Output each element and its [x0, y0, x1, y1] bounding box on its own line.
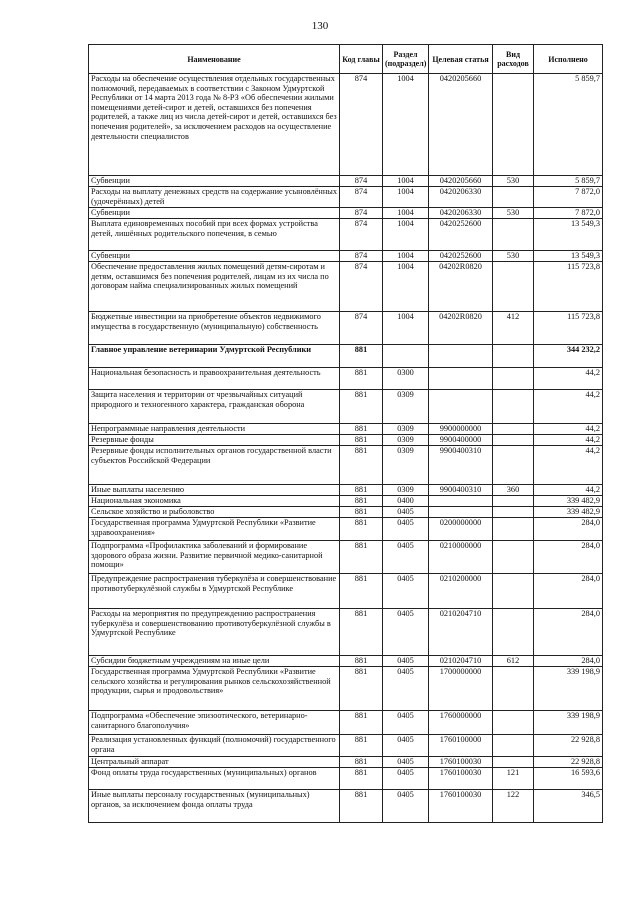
row-section: 0405	[383, 609, 429, 656]
row-target: 04202R0820	[429, 312, 493, 345]
row-section: 0405	[383, 518, 429, 541]
row-executed: 284,0	[534, 518, 603, 541]
header-type: Вид расходов	[493, 45, 534, 74]
row-target: 9900000000	[429, 424, 493, 435]
row-type	[493, 187, 534, 208]
table-row	[89, 768, 603, 790]
row-code: 881	[340, 609, 383, 656]
row-type	[493, 507, 534, 518]
row-code: 874	[340, 187, 383, 208]
row-name: Предупреждение распространения туберкулёза и совершенствование противотуберкулёзной службы в Удмуртской Республике	[89, 574, 340, 609]
row-section: 0405	[383, 757, 429, 768]
row-section: 0300	[383, 368, 429, 390]
row-type	[493, 446, 534, 485]
row-code: 881	[340, 424, 383, 435]
row-target: 0420252600	[429, 251, 493, 262]
row-executed: 13 549,3	[534, 219, 603, 251]
row-target: 0210000000	[429, 541, 493, 574]
row-name: Национальная безопасность и правоохранительная деятельность	[89, 368, 340, 390]
row-executed: 339 482,9	[534, 507, 603, 518]
row-name: Национальная экономика	[89, 496, 340, 507]
row-target: 1760000000	[429, 711, 493, 735]
row-name: Реализация установленных функций (полномочий) государственного органа	[89, 735, 340, 757]
row-name: Бюджетные инвестиции на приобретение объектов недвижимого имущества в государственную (муниципальную) собственность	[89, 312, 340, 345]
row-section: 0309	[383, 485, 429, 496]
row-section: 0309	[383, 424, 429, 435]
row-name: Субсидии бюджетным учреждениям на иные цели	[89, 656, 340, 667]
row-section: 1004	[383, 176, 429, 187]
row-target: 0420205660	[429, 176, 493, 187]
table-row	[89, 368, 603, 390]
row-code: 881	[340, 541, 383, 574]
row-target	[429, 496, 493, 507]
row-executed: 44,2	[534, 390, 603, 424]
row-type	[493, 368, 534, 390]
row-target: 04202R0820	[429, 262, 493, 312]
row-target	[429, 368, 493, 390]
row-target: 1760100030	[429, 790, 493, 823]
row-executed: 44,2	[534, 446, 603, 485]
row-executed: 5 859,7	[534, 74, 603, 176]
row-section: 0405	[383, 507, 429, 518]
row-executed: 339 198,9	[534, 667, 603, 711]
row-code: 874	[340, 208, 383, 219]
row-code: 881	[340, 368, 383, 390]
row-code: 881	[340, 435, 383, 446]
row-code: 881	[340, 485, 383, 496]
row-name: Резервные фонды исполнительных органов государственной власти субъектов Российской Федерации	[89, 446, 340, 485]
row-name: Расходы на мероприятия по предупреждению распространения туберкулёза и совершенствованию противотуберкулёзной службы в Удмуртской Республике	[89, 609, 340, 656]
row-executed: 284,0	[534, 574, 603, 609]
row-type: 530	[493, 176, 534, 187]
row-executed: 22 928,8	[534, 735, 603, 757]
table-row	[89, 219, 603, 251]
row-code: 881	[340, 768, 383, 790]
row-type	[493, 219, 534, 251]
row-type	[493, 262, 534, 312]
row-section: 1004	[383, 74, 429, 176]
table-row	[89, 485, 603, 496]
row-executed: 344 232,2	[534, 345, 603, 368]
table-row	[89, 711, 603, 735]
row-code: 881	[340, 496, 383, 507]
row-executed: 22 928,8	[534, 757, 603, 768]
row-name: Главное управление ветеринарии Удмуртской Республики	[89, 345, 340, 368]
row-target: 9900400000	[429, 435, 493, 446]
row-name: Государственная программа Удмуртской Республики «Развитие здравоохранения»	[89, 518, 340, 541]
row-target: 9900400310	[429, 446, 493, 485]
row-name: Непрограммные направления деятельности	[89, 424, 340, 435]
row-section: 0405	[383, 790, 429, 823]
row-code: 874	[340, 251, 383, 262]
row-code: 881	[340, 757, 383, 768]
row-target: 0420206330	[429, 187, 493, 208]
table-row	[89, 735, 603, 757]
row-target: 1760100030	[429, 757, 493, 768]
header-name: Наименование	[89, 45, 340, 74]
row-section: 1004	[383, 219, 429, 251]
row-code: 881	[340, 735, 383, 757]
row-target	[429, 507, 493, 518]
row-section: 1004	[383, 262, 429, 312]
row-type	[493, 757, 534, 768]
row-section: 1004	[383, 312, 429, 345]
table-row	[89, 656, 603, 667]
row-name: Иные выплаты населению	[89, 485, 340, 496]
row-code: 874	[340, 74, 383, 176]
row-executed: 13 549,3	[534, 251, 603, 262]
row-name: Субвенции	[89, 251, 340, 262]
row-type: 412	[493, 312, 534, 345]
row-name: Подпрограмма «Профилактика заболеваний и формирование здорового образа жизни. Развитие первичной медико-санитарной помощи»	[89, 541, 340, 574]
table-row	[89, 176, 603, 187]
row-executed: 115 723,8	[534, 262, 603, 312]
row-code: 881	[340, 518, 383, 541]
row-executed: 44,2	[534, 368, 603, 390]
row-type: 530	[493, 208, 534, 219]
header-executed: Исполнено	[534, 45, 603, 74]
row-section	[383, 345, 429, 368]
row-executed: 284,0	[534, 541, 603, 574]
row-target: 0420252600	[429, 219, 493, 251]
row-type	[493, 735, 534, 757]
row-executed: 5 859,7	[534, 176, 603, 187]
row-type	[493, 541, 534, 574]
row-type	[493, 496, 534, 507]
row-executed: 44,2	[534, 435, 603, 446]
row-target: 1760100000	[429, 735, 493, 757]
table-row	[89, 262, 603, 312]
row-code: 881	[340, 574, 383, 609]
row-type: 530	[493, 251, 534, 262]
row-executed: 115 723,8	[534, 312, 603, 345]
row-type	[493, 711, 534, 735]
row-name: Фонд оплаты труда государственных (муниципальных) органов	[89, 768, 340, 790]
budget-table	[88, 44, 603, 823]
row-section: 0405	[383, 768, 429, 790]
table-row	[89, 574, 603, 609]
table-row	[89, 507, 603, 518]
row-target: 0210204710	[429, 656, 493, 667]
row-target: 0420206330	[429, 208, 493, 219]
row-executed: 44,2	[534, 424, 603, 435]
page-number: 130	[311, 20, 329, 32]
row-target	[429, 345, 493, 368]
row-target: 0420205660	[429, 74, 493, 176]
row-type: 121	[493, 768, 534, 790]
row-code: 881	[340, 507, 383, 518]
row-target: 0210204710	[429, 609, 493, 656]
table-row	[89, 312, 603, 345]
row-executed: 284,0	[534, 656, 603, 667]
row-code: 881	[340, 390, 383, 424]
row-code: 874	[340, 176, 383, 187]
table-row	[89, 251, 603, 262]
row-type	[493, 74, 534, 176]
row-executed: 346,5	[534, 790, 603, 823]
row-name: Субвенции	[89, 208, 340, 219]
row-name: Иные выплаты персоналу государственных (муниципальных) органов, за исключением фонда оплаты труда	[89, 790, 340, 823]
row-target: 0210200000	[429, 574, 493, 609]
row-type	[493, 390, 534, 424]
row-name: Расходы на выплату денежных средств на содержание усыновлённых (удочерённых) детей	[89, 187, 340, 208]
row-type: 122	[493, 790, 534, 823]
row-code: 881	[340, 667, 383, 711]
row-name: Обеспечение предоставления жилых помещений детям-сиротам и детям, оставшимся без попечения родителей, лицам из их числа по договорам найма специализированных жилых помещений	[89, 262, 340, 312]
row-section: 1004	[383, 251, 429, 262]
row-executed: 7 872,0	[534, 208, 603, 219]
row-executed: 7 872,0	[534, 187, 603, 208]
row-code: 874	[340, 262, 383, 312]
row-name: Резервные фонды	[89, 435, 340, 446]
row-type	[493, 345, 534, 368]
table-row	[89, 609, 603, 656]
row-section: 0405	[383, 574, 429, 609]
header-target: Целевая статья	[429, 45, 493, 74]
row-section: 0309	[383, 435, 429, 446]
row-type	[493, 667, 534, 711]
row-section: 1004	[383, 187, 429, 208]
table-row	[89, 541, 603, 574]
row-code: 881	[340, 790, 383, 823]
table-row	[89, 74, 603, 176]
row-type	[493, 609, 534, 656]
row-target: 1700000000	[429, 667, 493, 711]
table-row	[89, 390, 603, 424]
row-section: 0405	[383, 711, 429, 735]
table-row	[89, 667, 603, 711]
row-type	[493, 435, 534, 446]
row-name: Защита населения и территории от чрезвычайных ситуаций природного и техногенного характера, гражданская оборона	[89, 390, 340, 424]
table-row	[89, 790, 603, 823]
row-name: Подпрограмма «Обеспечение эпизоотического, ветеринарно-санитарного благополучия»	[89, 711, 340, 735]
row-code: 874	[340, 219, 383, 251]
row-target: 1760100030	[429, 768, 493, 790]
row-section: 0405	[383, 656, 429, 667]
table-header-row	[89, 45, 603, 74]
row-executed: 44,2	[534, 485, 603, 496]
row-executed: 339 482,9	[534, 496, 603, 507]
row-name: Центральный аппарат	[89, 757, 340, 768]
table-row	[89, 424, 603, 435]
row-name: Субвенции	[89, 176, 340, 187]
table-row	[89, 187, 603, 208]
row-type	[493, 518, 534, 541]
row-executed: 339 198,9	[534, 711, 603, 735]
row-executed: 16 593,6	[534, 768, 603, 790]
row-code: 874	[340, 312, 383, 345]
table-row	[89, 345, 603, 368]
table-row	[89, 208, 603, 219]
row-section: 0309	[383, 390, 429, 424]
row-code: 881	[340, 345, 383, 368]
row-target	[429, 390, 493, 424]
row-section: 0405	[383, 541, 429, 574]
row-section: 1004	[383, 208, 429, 219]
row-name: Сельское хозяйство и рыболовство	[89, 507, 340, 518]
row-name: Государственная программа Удмуртской Республики «Развитие сельского хозяйства и регулирования рынков сельскохозяйственной продукции, сырья и продовольствия»	[89, 667, 340, 711]
row-target: 9900400310	[429, 485, 493, 496]
table-row	[89, 757, 603, 768]
row-code: 881	[340, 656, 383, 667]
row-section: 0400	[383, 496, 429, 507]
row-name: Расходы на обеспечение осуществления отдельных государственных полномочий, передаваемых в соответствии с Законом Удмуртской Республики от 14 марта 2013 года № 8-РЗ «Об обеспечении жилыми помещениями детей-сирот и детей, оставшихся без попечения родителей, а также лиц из числа детей-сирот и детей, оставшихся без попечения родителей», за исключением расходов на осуществление деятельности специалистов	[89, 74, 340, 176]
header-code: Код главы	[340, 45, 383, 74]
row-type: 360	[493, 485, 534, 496]
row-type: 612	[493, 656, 534, 667]
row-section: 0309	[383, 446, 429, 485]
row-code: 881	[340, 711, 383, 735]
row-target: 0200000000	[429, 518, 493, 541]
table-row	[89, 446, 603, 485]
table-row	[89, 496, 603, 507]
row-executed: 284,0	[534, 609, 603, 656]
row-code: 881	[340, 446, 383, 485]
row-type	[493, 424, 534, 435]
row-name: Выплата единовременных пособий при всех формах устройства детей, лишённых родительского попечения, в семью	[89, 219, 340, 251]
row-section: 0405	[383, 735, 429, 757]
header-section: Раздел (подраздел)	[383, 45, 429, 74]
row-section: 0405	[383, 667, 429, 711]
table-row	[89, 435, 603, 446]
table-row	[89, 518, 603, 541]
row-type	[493, 574, 534, 609]
